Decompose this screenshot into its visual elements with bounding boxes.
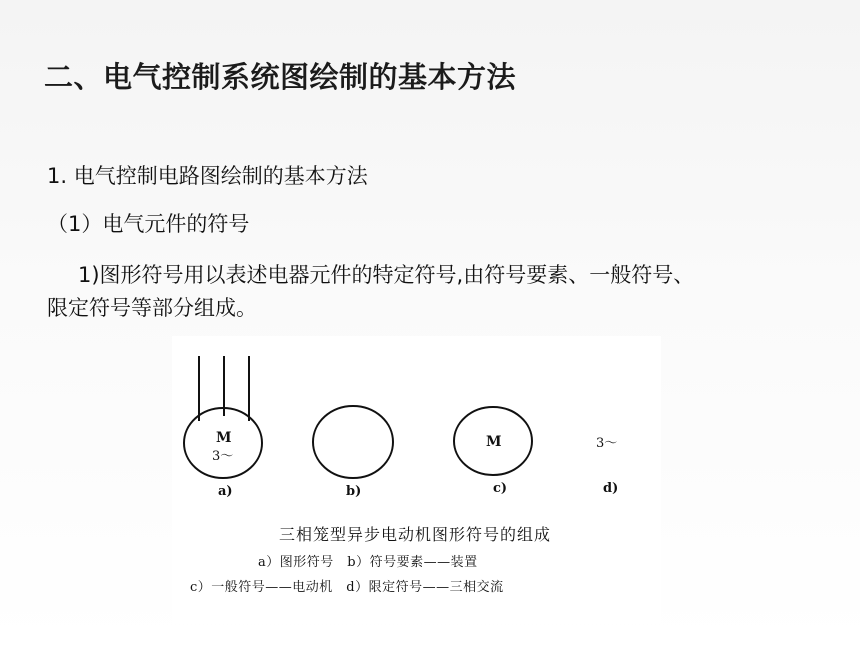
section-heading: 1. 电气控制电路图绘制的基本方法	[47, 164, 368, 188]
sub-label-a: a)	[218, 484, 233, 499]
figure-caption-line-3: c）一般符号——电动机 d）限定符号——三相交流	[190, 580, 504, 595]
motor-label-a: M	[216, 430, 232, 446]
sub-label-d: d)	[603, 481, 619, 496]
three-phase-label-a: 3～	[212, 449, 234, 464]
figure-caption: 三相笼型异步电动机图形符号的组成	[279, 525, 552, 544]
sub-label-b: b)	[346, 484, 362, 499]
three-phase-label-d: 3～	[596, 436, 618, 451]
paragraph-line-2: 限定符号等部分组成。	[47, 296, 257, 320]
slide-title: 二、电气控制系统图绘制的基本方法	[44, 60, 517, 94]
figure-caption-line-2: a）图形符号 b）符号要素——装置	[258, 555, 478, 570]
motor-circle-b	[313, 406, 393, 478]
motor-symbol-figure	[172, 336, 661, 623]
subsection-heading: （1）电气元件的符号	[47, 212, 250, 236]
paragraph-line-1: 1)图形符号用以表述电器元件的特定符号,由符号要素、一般符号、	[78, 263, 695, 287]
motor-label-c: M	[486, 434, 502, 450]
sub-label-c: c)	[493, 481, 508, 496]
